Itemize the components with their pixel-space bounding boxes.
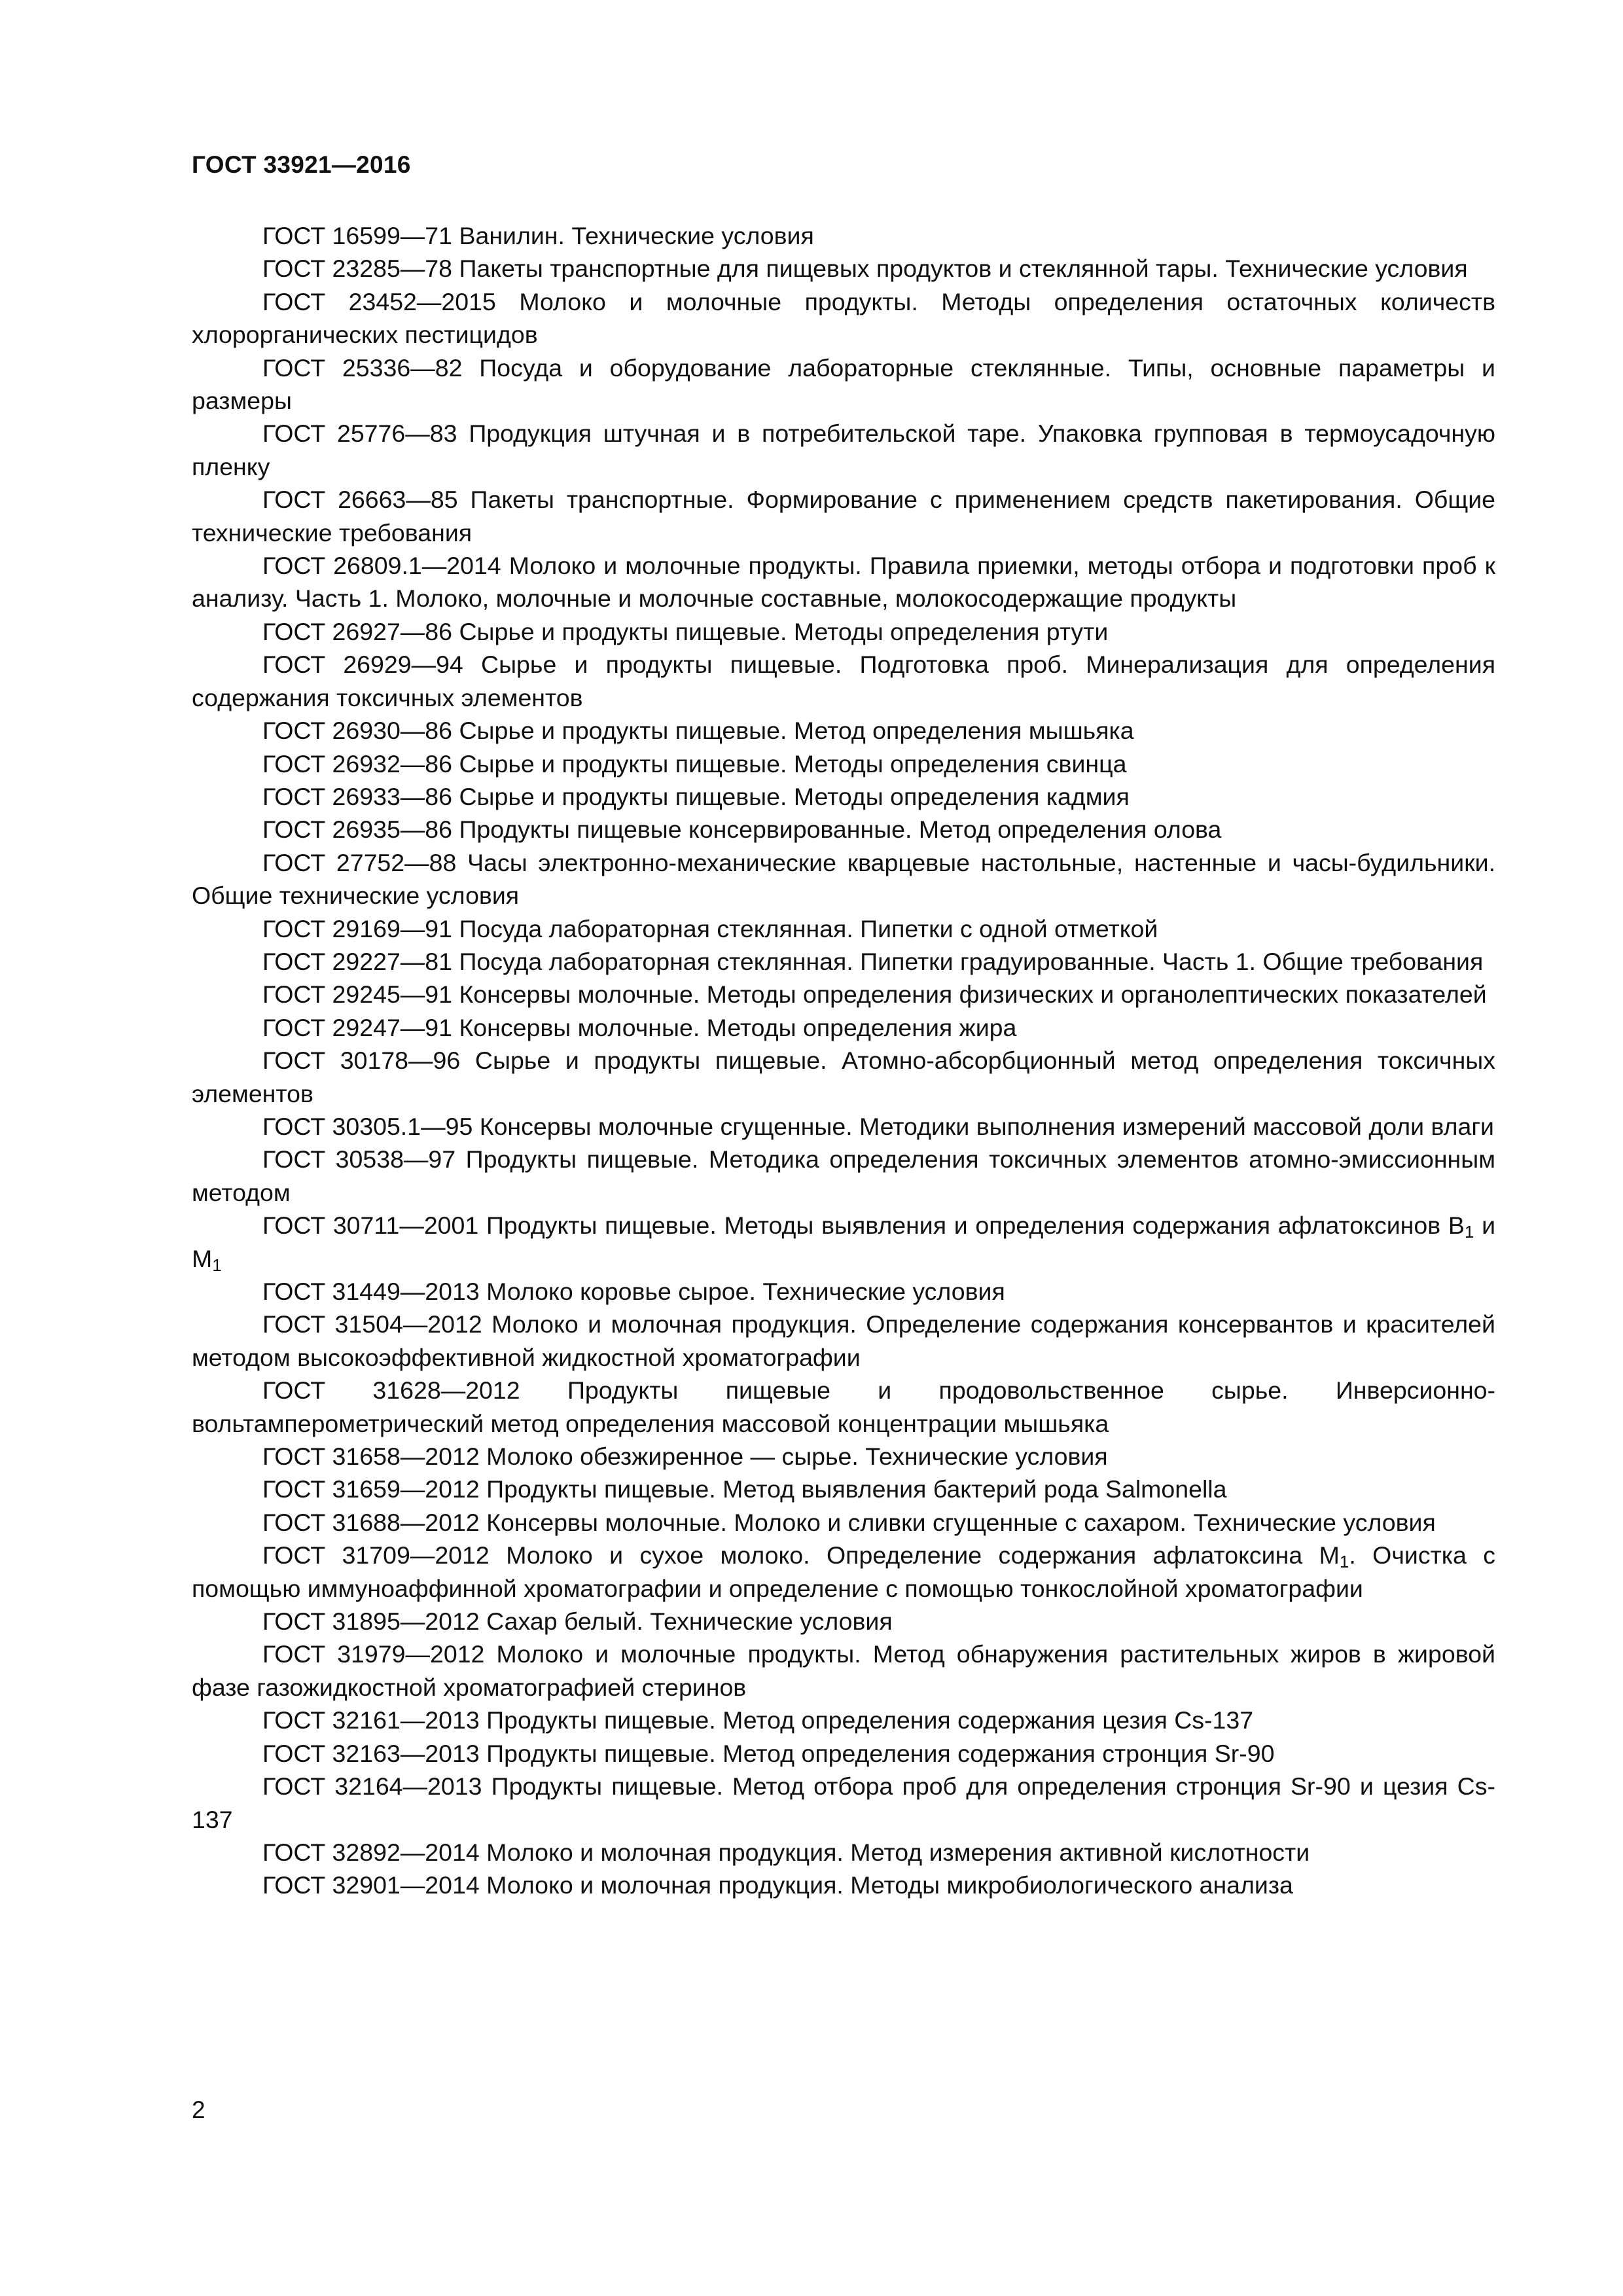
standard-code: ГОСТ 32892—2014 bbox=[262, 1838, 480, 1866]
standard-title: Посуда лабораторная стеклянная. Пипетки с одной отметкой bbox=[459, 914, 1158, 942]
standard-title: Консервы молочные. Методы определения жира bbox=[459, 1013, 1017, 1041]
standard-title: Продукты пищевые консервированные. Метод определения олова bbox=[459, 816, 1222, 844]
standard-title: Продукты пищевые. Метод выявления бактерий рода Salmonella bbox=[486, 1475, 1227, 1503]
reference-entry bbox=[192, 1440, 1495, 1473]
reference-entry bbox=[192, 549, 1495, 615]
document-header: ГОСТ 33921—2016 bbox=[192, 151, 411, 178]
standard-title: Консервы молочные. Молоко и сливки сгущенные с сахаром. Технические условия bbox=[486, 1508, 1436, 1536]
standard-code: ГОСТ 29247—91 bbox=[262, 1013, 453, 1041]
standard-code: ГОСТ 32164—2013 bbox=[262, 1772, 482, 1801]
reference-entry bbox=[192, 846, 1495, 912]
standard-code: ГОСТ 31504—2012 bbox=[262, 1310, 482, 1338]
reference-entry bbox=[192, 1308, 1495, 1374]
standard-code: ГОСТ 30305.1—95 bbox=[262, 1112, 473, 1140]
standard-code: ГОСТ 25336—82 bbox=[262, 353, 463, 382]
reference-entry bbox=[192, 285, 1495, 351]
reference-entry bbox=[192, 714, 1495, 747]
reference-entry bbox=[192, 912, 1495, 945]
standard-code: ГОСТ 26932—86 bbox=[262, 749, 453, 778]
standard-code: ГОСТ 32163—2013 bbox=[262, 1739, 480, 1767]
standard-code: ГОСТ 26929—94 bbox=[262, 651, 463, 679]
standard-title: Пакеты транспортные. Формирование с применением средств пакетирования. Общие технические требования bbox=[192, 486, 1495, 547]
standard-title: Посуда лабораторная стеклянная. Пипетки градуированные. Часть 1. Общие требования bbox=[459, 947, 1484, 975]
reference-entry bbox=[192, 1869, 1495, 1901]
standard-title: Молоко и молочные продукты. Метод обнаружения растительных жиров в жировой фазе газожидкостной хроматографией стеринов bbox=[192, 1640, 1495, 1701]
standard-code: ГОСТ 31659—2012 bbox=[262, 1475, 480, 1503]
reference-entry bbox=[192, 1374, 1495, 1440]
reference-entry bbox=[192, 1143, 1495, 1209]
reference-entry bbox=[192, 1110, 1495, 1143]
standard-code: ГОСТ 29245—91 bbox=[262, 980, 453, 1009]
standard-title: Консервы молочные. Методы определения физических и органолептических показателей bbox=[459, 980, 1487, 1009]
reference-entry bbox=[192, 1836, 1495, 1869]
standard-code: ГОСТ 26927—86 bbox=[262, 617, 453, 645]
reference-entry bbox=[192, 747, 1495, 780]
standard-title: Сырье и продукты пищевые. Методы определения кадмия bbox=[459, 782, 1130, 810]
reference-entry bbox=[192, 780, 1495, 813]
reference-entry bbox=[192, 978, 1495, 1011]
standard-code: ГОСТ 16599—71 bbox=[262, 222, 453, 249]
standard-title: Продукты пищевые. Метод определения содержания стронция Sr-90 bbox=[486, 1739, 1275, 1767]
standard-title: Пакеты транспортные для пищевых продуктов и стеклянной тары. Технические условия bbox=[459, 255, 1468, 283]
standard-code: ГОСТ 32161—2013 bbox=[262, 1706, 480, 1734]
standard-code: ГОСТ 30178—96 bbox=[262, 1047, 461, 1075]
standard-code: ГОСТ 31709—2012 bbox=[262, 1541, 490, 1570]
reference-entry bbox=[192, 1704, 1495, 1736]
reference-entry bbox=[192, 219, 1495, 252]
standard-title: Ванилин. Технические условия bbox=[459, 222, 814, 249]
reference-entry bbox=[192, 1737, 1495, 1770]
standard-title: Молоко и молочная продукция. Метод измерения активной кислотности bbox=[486, 1838, 1310, 1866]
standard-code: ГОСТ 23452—2015 bbox=[262, 287, 496, 315]
standard-code: ГОСТ 29227—81 bbox=[262, 947, 453, 975]
standard-title: Сырье и продукты пищевые. Методы определения ртути bbox=[459, 617, 1109, 645]
standard-code: ГОСТ 30711—2001 bbox=[262, 1211, 479, 1240]
reference-entry bbox=[192, 1539, 1495, 1605]
standard-title: Продукты пищевые и продовольственное сырье. Инверсионно-вольтамперометрический метод определения массовой концентрации мышьяка bbox=[192, 1376, 1496, 1437]
standard-code: ГОСТ 29169—91 bbox=[262, 914, 453, 942]
reference-entry bbox=[192, 945, 1495, 978]
standard-title: Молоко и молочные продукты. Правила приемки, методы отбора и подготовки проб к анализу. Часть 1. Молоко, молочные и молочные составные, молокосодержащие продукты bbox=[192, 552, 1495, 613]
standard-title: Продукты пищевые. Метод отбора проб для определения стронция Sr-90 и цезия Cs-137 bbox=[192, 1772, 1495, 1833]
reference-entry bbox=[192, 1044, 1495, 1110]
standard-code: ГОСТ 31628—2012 bbox=[262, 1376, 520, 1405]
reference-entry bbox=[192, 1275, 1495, 1308]
reference-entry bbox=[192, 1638, 1495, 1704]
reference-entry bbox=[192, 483, 1495, 549]
reference-entry bbox=[192, 1770, 1495, 1836]
standard-code: ГОСТ 31895—2012 bbox=[262, 1607, 480, 1636]
reference-entry bbox=[192, 252, 1495, 285]
standard-title: Молоко и молочная продукция. Определение содержания консервантов и красителей методом высокоэффективной жидкостной хроматографии bbox=[192, 1310, 1495, 1371]
standard-title: Молоко обезжиренное — сырье. Технические условия bbox=[486, 1443, 1108, 1471]
standard-title: Сырье и продукты пищевые. Методы определения свинца bbox=[459, 749, 1127, 778]
standard-title: Молоко и сухое молоко. Определение содержания афлатоксина $M_1$. Очистка с помощью иммуноаффинной хроматографии и определение с помощью тонкослойной хроматографии bbox=[192, 1541, 1496, 1602]
standard-code: ГОСТ 25776—83 bbox=[262, 420, 457, 448]
standard-code: ГОСТ 27752—88 bbox=[262, 848, 457, 876]
standard-title: Молоко и молочные продукты. Методы определения остаточных количеств хлорорганических пестицидов bbox=[192, 287, 1495, 349]
standard-title: Молоко коровье сырое. Технические условия bbox=[486, 1278, 1005, 1305]
standard-code: ГОСТ 26935—86 bbox=[262, 816, 453, 844]
standard-title: Продукты пищевые. Методика определения токсичных элементов атомно-эмиссионным методом bbox=[192, 1145, 1495, 1206]
standard-title: Сырье и продукты пищевые. Атомно-абсорбционный метод определения токсичных элементов bbox=[192, 1047, 1495, 1107]
standard-title: Сахар белый. Технические условия bbox=[486, 1607, 893, 1636]
normative-references-list bbox=[192, 219, 1495, 1902]
standard-code: ГОСТ 26809.1—2014 bbox=[262, 552, 501, 580]
reference-entry bbox=[192, 813, 1495, 846]
standard-code: ГОСТ 26930—86 bbox=[262, 717, 453, 745]
standard-code: ГОСТ 31658—2012 bbox=[262, 1443, 480, 1471]
reference-entry bbox=[192, 1473, 1495, 1505]
reference-entry bbox=[192, 1605, 1495, 1638]
reference-entry bbox=[192, 351, 1495, 418]
standard-title: Продукция штучная и в потребительской таре. Упаковка групповая в термоусадочную пленку bbox=[192, 420, 1496, 480]
standard-code: ГОСТ 32901—2014 bbox=[262, 1871, 480, 1899]
reference-entry bbox=[192, 1209, 1495, 1275]
standard-code: ГОСТ 31688—2012 bbox=[262, 1508, 480, 1536]
standard-title: Посуда и оборудование лабораторные стеклянные. Типы, основные параметры и размеры bbox=[192, 353, 1495, 415]
standard-code: ГОСТ 26663—85 bbox=[262, 486, 458, 514]
standard-title: Часы электронно-механические кварцевые настольные, настенные и часы-будильники. Общие технические условия bbox=[192, 848, 1495, 910]
reference-entry bbox=[192, 615, 1495, 648]
standard-code: ГОСТ 31449—2013 bbox=[262, 1278, 480, 1305]
page-number: 2 bbox=[192, 2096, 205, 2123]
reference-entry bbox=[192, 417, 1495, 483]
standard-code: ГОСТ 31979—2012 bbox=[262, 1640, 485, 1668]
reference-entry bbox=[192, 1506, 1495, 1539]
reference-entry bbox=[192, 1011, 1495, 1044]
standard-title: Продукты пищевые. Методы выявления и определения содержания афлатоксинов $B_1$ и $M_1$ bbox=[192, 1211, 1496, 1275]
standard-title: Сырье и продукты пищевые. Метод определения мышьяка bbox=[459, 717, 1134, 745]
standard-title: Продукты пищевые. Метод определения содержания цезия Cs-137 bbox=[486, 1706, 1254, 1734]
reference-entry bbox=[192, 648, 1495, 714]
standard-title: Консервы молочные сгущенные. Методики выполнения измерений массовой доли влаги bbox=[479, 1112, 1494, 1140]
standard-code: ГОСТ 26933—86 bbox=[262, 782, 453, 810]
standard-code: ГОСТ 23285—78 bbox=[262, 255, 453, 283]
standard-title: Молоко и молочная продукция. Методы микробиологического анализа bbox=[486, 1871, 1293, 1899]
standard-title: Сырье и продукты пищевые. Подготовка проб. Минерализация для определения содержания токсичных элементов bbox=[192, 651, 1495, 711]
standard-code: ГОСТ 30538—97 bbox=[262, 1145, 456, 1174]
